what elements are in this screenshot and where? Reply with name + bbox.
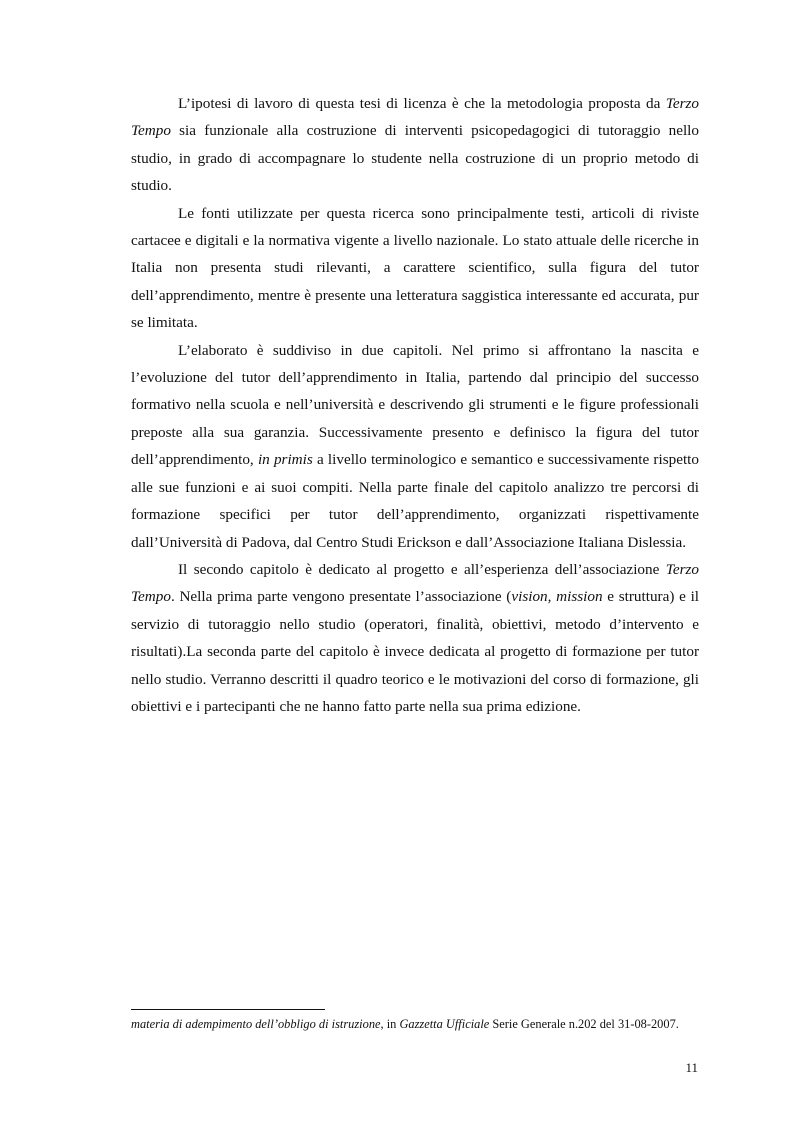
footnote-divider [131,1009,325,1010]
text-run: a livello terminologico e semantico e successivamente rispetto alle sue funzioni e ai suoi compiti. Nella parte finale del capitolo analizzo tre percorsi di formazione specifici per tutor dell’apprendimento, organizzati rispettivamente dall’Università di Padova, dal Centro Studi Erickson e dall’Associazione Italiana Dislessia. [131,451,699,551]
document-body [131,90,699,720]
text-run-italic: in primis [257,451,313,469]
text-run-italic: vision, mission [511,588,603,606]
text-run-italic: Terzo Tempo [131,560,699,606]
text-run: e struttura) e il servizio di tutoraggio nello studio (operatori, finalità, obiettivi, metodo d’intervento e risultati).La seconda parte del capitolo è invece dedicata al progetto di formazione per tutor nello studio. Verranno descritti il quadro teorico e le motivazioni del corso di formazione, gli obiettivi e i partecipanti che ne hanno fatto parte nella sua prima edizione. [131,588,700,715]
footnote-text: , in [380,1017,400,1031]
text-run: L’elaborato è suddiviso in due capitoli. Nel primo si affrontano la nascita e l’evoluzione del tutor dell’apprendimento in Italia, partendo dal principio del successo formativo nella scuola e nell’università e descrivendo gli strumenti e le figure professionali preposte alla sua garanzia. Successivamente presento e definisco la figura del tutor dell’apprendimento, [131,341,699,469]
footnote-text-italic: Gazzetta Ufficiale [399,1017,490,1031]
text-run: Le fonti utilizzate per questa ricerca sono principalmente testi, articoli di riviste cartacee e digitali e la normativa vigente a livello nazionale. Lo stato attuale delle ricerche in Italia non presenta studi rilevanti, a carattere scientifico, sulla figura del tutor dell’apprendimento, mentre è presente una letteratura saggistica interessante ed accurata, pur se limitata. [131,204,699,332]
paragraph-hypothesis [131,90,699,200]
text-run-italic: Terzo Tempo [131,95,699,140]
paragraph-second-chapter [131,556,699,720]
paragraph-sources [131,200,699,337]
page-number: 11 [685,1060,698,1075]
text-run: Il secondo capitolo è dedicato al progetto e all’esperienza dell’associazione [178,560,666,578]
text-run: . Nella prima parte vengono presentate l’associazione ( [170,588,512,606]
footnote-text: Serie Generale n.202 del 31-08-2007. [489,1017,679,1031]
footnote [131,1016,699,1032]
text-run: L’ipotesi di lavoro di questa tesi di licenza è che la metodologia proposta da [178,95,666,112]
paragraph-structure [131,337,699,556]
footnote-text-italic: materia di adempimento dell’obbligo di istruzione [131,1017,381,1031]
text-run: sia funzionale alla costruzione di interventi psicopedagogici di tutoraggio nello studio, in grado di accompagnare lo studente nella costruzione di un proprio metodo di studio. [131,122,699,195]
